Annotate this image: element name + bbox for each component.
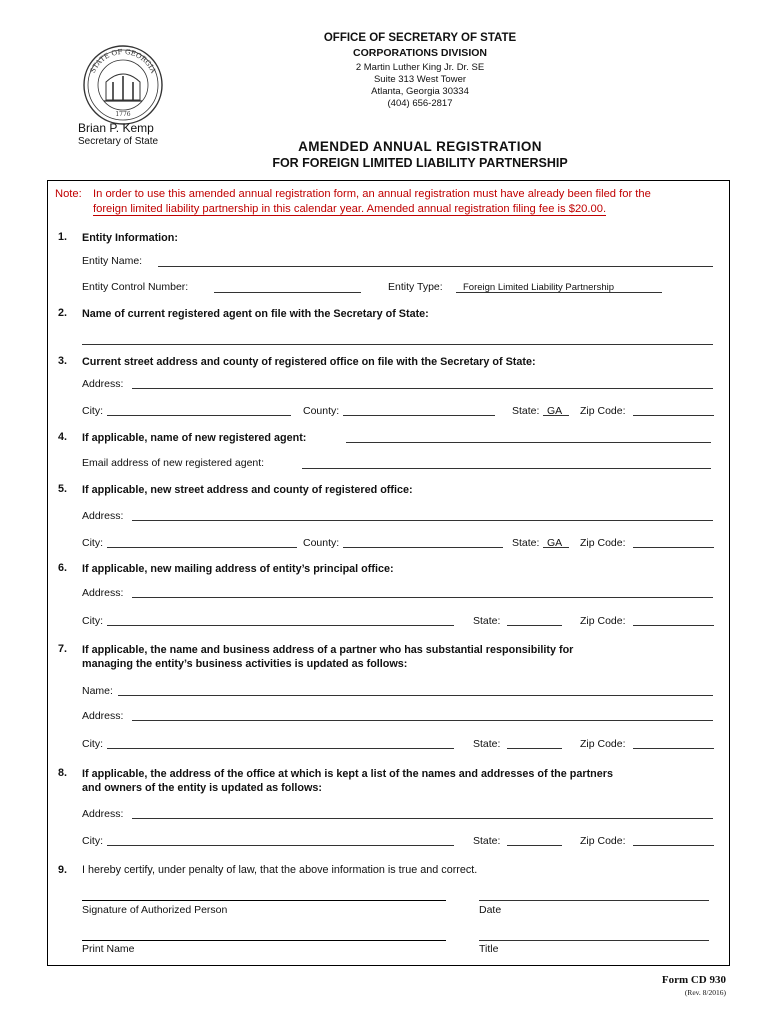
section-8-title-2: and owners of the entity is updated as follows: bbox=[82, 782, 322, 794]
svg-text:1776: 1776 bbox=[115, 111, 131, 118]
current-county-field[interactable] bbox=[343, 415, 495, 416]
secretary-name: Brian P. Kemp bbox=[78, 121, 154, 135]
mailing-address-field[interactable] bbox=[132, 597, 713, 598]
date-field[interactable] bbox=[479, 900, 709, 901]
entity-name-field[interactable] bbox=[158, 266, 713, 267]
section-number: 8. bbox=[58, 767, 68, 779]
section-6-title: If applicable, new mailing address of entity’s principal office: bbox=[82, 563, 394, 575]
current-zip-field[interactable] bbox=[633, 415, 714, 416]
records-city-field[interactable] bbox=[107, 845, 454, 846]
new-city-field[interactable] bbox=[107, 547, 297, 548]
print-name-field[interactable] bbox=[82, 940, 446, 941]
section-5-title: If applicable, new street address and county of registered office: bbox=[82, 484, 413, 496]
address-label: Address: bbox=[82, 587, 124, 599]
date-label: Date bbox=[479, 904, 502, 916]
section-2-title: Name of current registered agent on file with the Secretary of State: bbox=[82, 308, 429, 320]
city-label: City: bbox=[82, 405, 103, 417]
county-label: County: bbox=[303, 405, 340, 417]
svg-text:STATE OF GEORGIA: STATE OF GEORGIA bbox=[88, 47, 158, 75]
records-address-field[interactable] bbox=[132, 818, 713, 819]
title-field[interactable] bbox=[479, 940, 709, 941]
office-name: OFFICE OF SECRETARY OF STATE bbox=[323, 32, 517, 44]
address-label: Address: bbox=[82, 378, 124, 390]
section-7-title-1: If applicable, the name and business address of a partner who has substantial responsibility for bbox=[82, 644, 574, 656]
section-number: 2. bbox=[58, 307, 68, 319]
signature-label: Signature of Authorized Person bbox=[82, 904, 228, 916]
address-line: Suite 313 West Tower bbox=[373, 74, 467, 85]
partner-city-field[interactable] bbox=[107, 748, 454, 749]
new-agent-field[interactable] bbox=[346, 442, 711, 443]
zip-label: Zip Code: bbox=[580, 405, 626, 417]
control-number-label: Entity Control Number: bbox=[82, 281, 189, 293]
state-label: State: bbox=[512, 405, 540, 417]
new-address-field[interactable] bbox=[132, 520, 713, 521]
section-number: 1. bbox=[58, 231, 68, 243]
current-agent-field[interactable] bbox=[82, 344, 713, 345]
entity-type-value: Foreign Limited Liability Partnership bbox=[463, 282, 615, 293]
zip-label: Zip Code: bbox=[580, 738, 626, 750]
section-number: 5. bbox=[58, 483, 68, 495]
city-label: City: bbox=[82, 615, 103, 627]
division-name: CORPORATIONS DIVISION bbox=[353, 47, 487, 59]
new-county-field[interactable] bbox=[343, 547, 503, 548]
entity-name-label: Entity Name: bbox=[82, 255, 143, 267]
form-title: AMENDED ANNUAL REGISTRATION bbox=[298, 139, 542, 154]
section-number: 6. bbox=[58, 562, 68, 574]
print-name-label: Print Name bbox=[82, 943, 135, 955]
new-zip-field[interactable] bbox=[633, 547, 714, 548]
partner-address-field[interactable] bbox=[132, 720, 713, 721]
name-label: Name: bbox=[82, 685, 113, 697]
section-1-title: Entity Information: bbox=[82, 232, 178, 244]
current-address-field[interactable] bbox=[132, 388, 713, 389]
section-number: 7. bbox=[58, 643, 68, 655]
state-value: GA bbox=[547, 537, 563, 549]
section-7-title-2: managing the entity’s business activities is updated as follows: bbox=[82, 658, 408, 670]
mailing-city-field[interactable] bbox=[107, 625, 454, 626]
state-label: State: bbox=[473, 835, 501, 847]
certification-statement: I hereby certify, under penalty of law, that the above information is true and correct. bbox=[82, 864, 478, 876]
secretary-title: Secretary of State bbox=[78, 136, 159, 147]
note-label: Note: bbox=[55, 188, 82, 200]
new-agent-email-field[interactable] bbox=[302, 468, 711, 469]
zip-label: Zip Code: bbox=[580, 537, 626, 549]
section-number: 4. bbox=[58, 431, 68, 443]
note-text-2: foreign limited liability partnership in this calendar year. Amended annual registration filing fee is $20.00. bbox=[93, 202, 607, 215]
zip-label: Zip Code: bbox=[580, 615, 626, 627]
section-number: 3. bbox=[58, 355, 68, 367]
state-label: State: bbox=[473, 615, 501, 627]
state-label: State: bbox=[473, 738, 501, 750]
address-label: Address: bbox=[82, 510, 124, 522]
section-3-title: Current street address and county of registered office on file with the Secretary of State: bbox=[82, 356, 536, 368]
records-zip-field[interactable] bbox=[633, 845, 714, 846]
note-text-1: In order to use this amended annual registration form, an annual registration must have already been filed for the bbox=[93, 188, 651, 200]
email-label: Email address of new registered agent: bbox=[82, 457, 265, 469]
mailing-state-field[interactable] bbox=[507, 625, 562, 626]
county-label: County: bbox=[303, 537, 340, 549]
city-label: City: bbox=[82, 835, 103, 847]
state-label: State: bbox=[512, 537, 540, 549]
section-8-title-1: If applicable, the address of the office at which is kept a list of the names and addresses of the partners bbox=[82, 768, 613, 780]
section-number: 9. bbox=[58, 864, 68, 876]
address-line: Atlanta, Georgia 30334 bbox=[371, 86, 469, 97]
form-number: Form CD 930 bbox=[661, 974, 726, 986]
mailing-zip-field[interactable] bbox=[633, 625, 714, 626]
section-4-title: If applicable, name of new registered agent: bbox=[82, 432, 307, 444]
form-revision: (Rev. 8/2016) bbox=[684, 988, 726, 997]
city-label: City: bbox=[82, 537, 103, 549]
address-label: Address: bbox=[82, 710, 124, 722]
zip-label: Zip Code: bbox=[580, 835, 626, 847]
form-subtitle: FOR FOREIGN LIMITED LIABILITY PARTNERSHIP bbox=[272, 156, 568, 170]
signature-field[interactable] bbox=[82, 900, 446, 901]
current-city-field[interactable] bbox=[107, 415, 291, 416]
records-state-field[interactable] bbox=[507, 845, 562, 846]
filing-note bbox=[55, 187, 725, 216]
state-value: GA bbox=[547, 405, 563, 417]
title-label: Title bbox=[479, 943, 499, 955]
partner-zip-field[interactable] bbox=[633, 748, 714, 749]
control-number-field[interactable] bbox=[214, 292, 361, 293]
state-seal-icon bbox=[82, 44, 164, 126]
city-label: City: bbox=[82, 738, 103, 750]
address-label: Address: bbox=[82, 808, 124, 820]
entity-type-label: Entity Type: bbox=[388, 281, 443, 293]
phone-number: (404) 656-2817 bbox=[387, 98, 453, 109]
partner-state-field[interactable] bbox=[507, 748, 562, 749]
address-line: 2 Martin Luther King Jr. Dr. SE bbox=[355, 62, 485, 73]
partner-name-field[interactable] bbox=[118, 695, 713, 696]
